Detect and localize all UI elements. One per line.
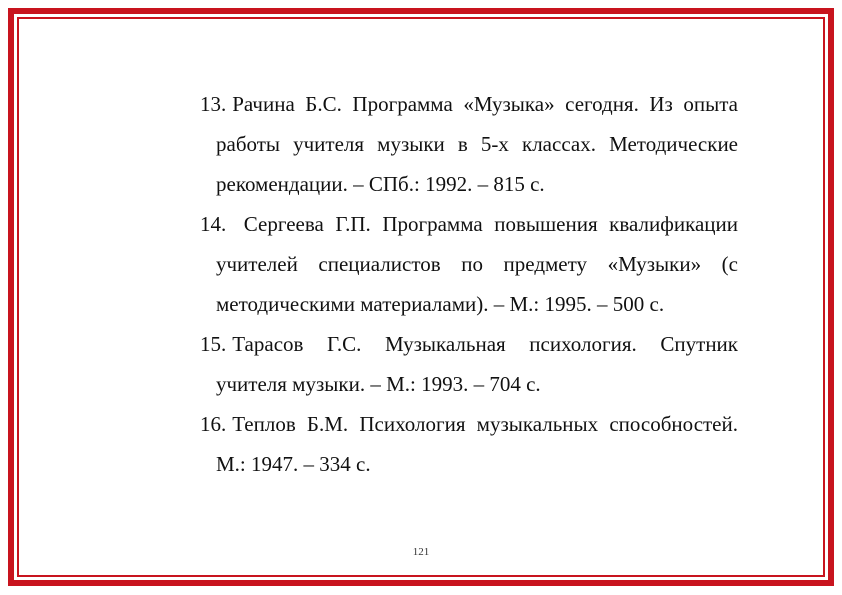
reference-text: Теплов Б.М. Психология музыкальных способностей. М.: 1947. – 334 с. xyxy=(216,412,738,476)
reference-item-15 xyxy=(200,324,738,404)
reference-item-13 xyxy=(200,84,738,204)
reference-number: 16. xyxy=(200,412,227,436)
page-number: 121 xyxy=(412,546,430,558)
reference-item-14 xyxy=(200,204,738,324)
reference-item-16 xyxy=(200,404,738,484)
reference-list xyxy=(200,84,738,484)
reference-text: Тарасов Г.С. Музыкальная психология. Спутник учителя музыки. – М.: 1993. – 704 с. xyxy=(216,332,738,396)
reference-number: 14. xyxy=(200,212,227,236)
reference-number: 13. xyxy=(200,92,227,116)
reference-text: Рачина Б.С. Программа «Музыка» сегодня. Из опыта работы учителя музыки в 5-х классах. Методические рекомендации. – СПб.: 1992. – 815 с. xyxy=(216,92,738,196)
reference-text: Сергеева Г.П. Программа повышения квалификации учителей специалистов по предмету «Музыки» (с методическими материалами). – М.: 1995. – 500 с. xyxy=(216,212,738,316)
reference-number: 15. xyxy=(200,332,227,356)
